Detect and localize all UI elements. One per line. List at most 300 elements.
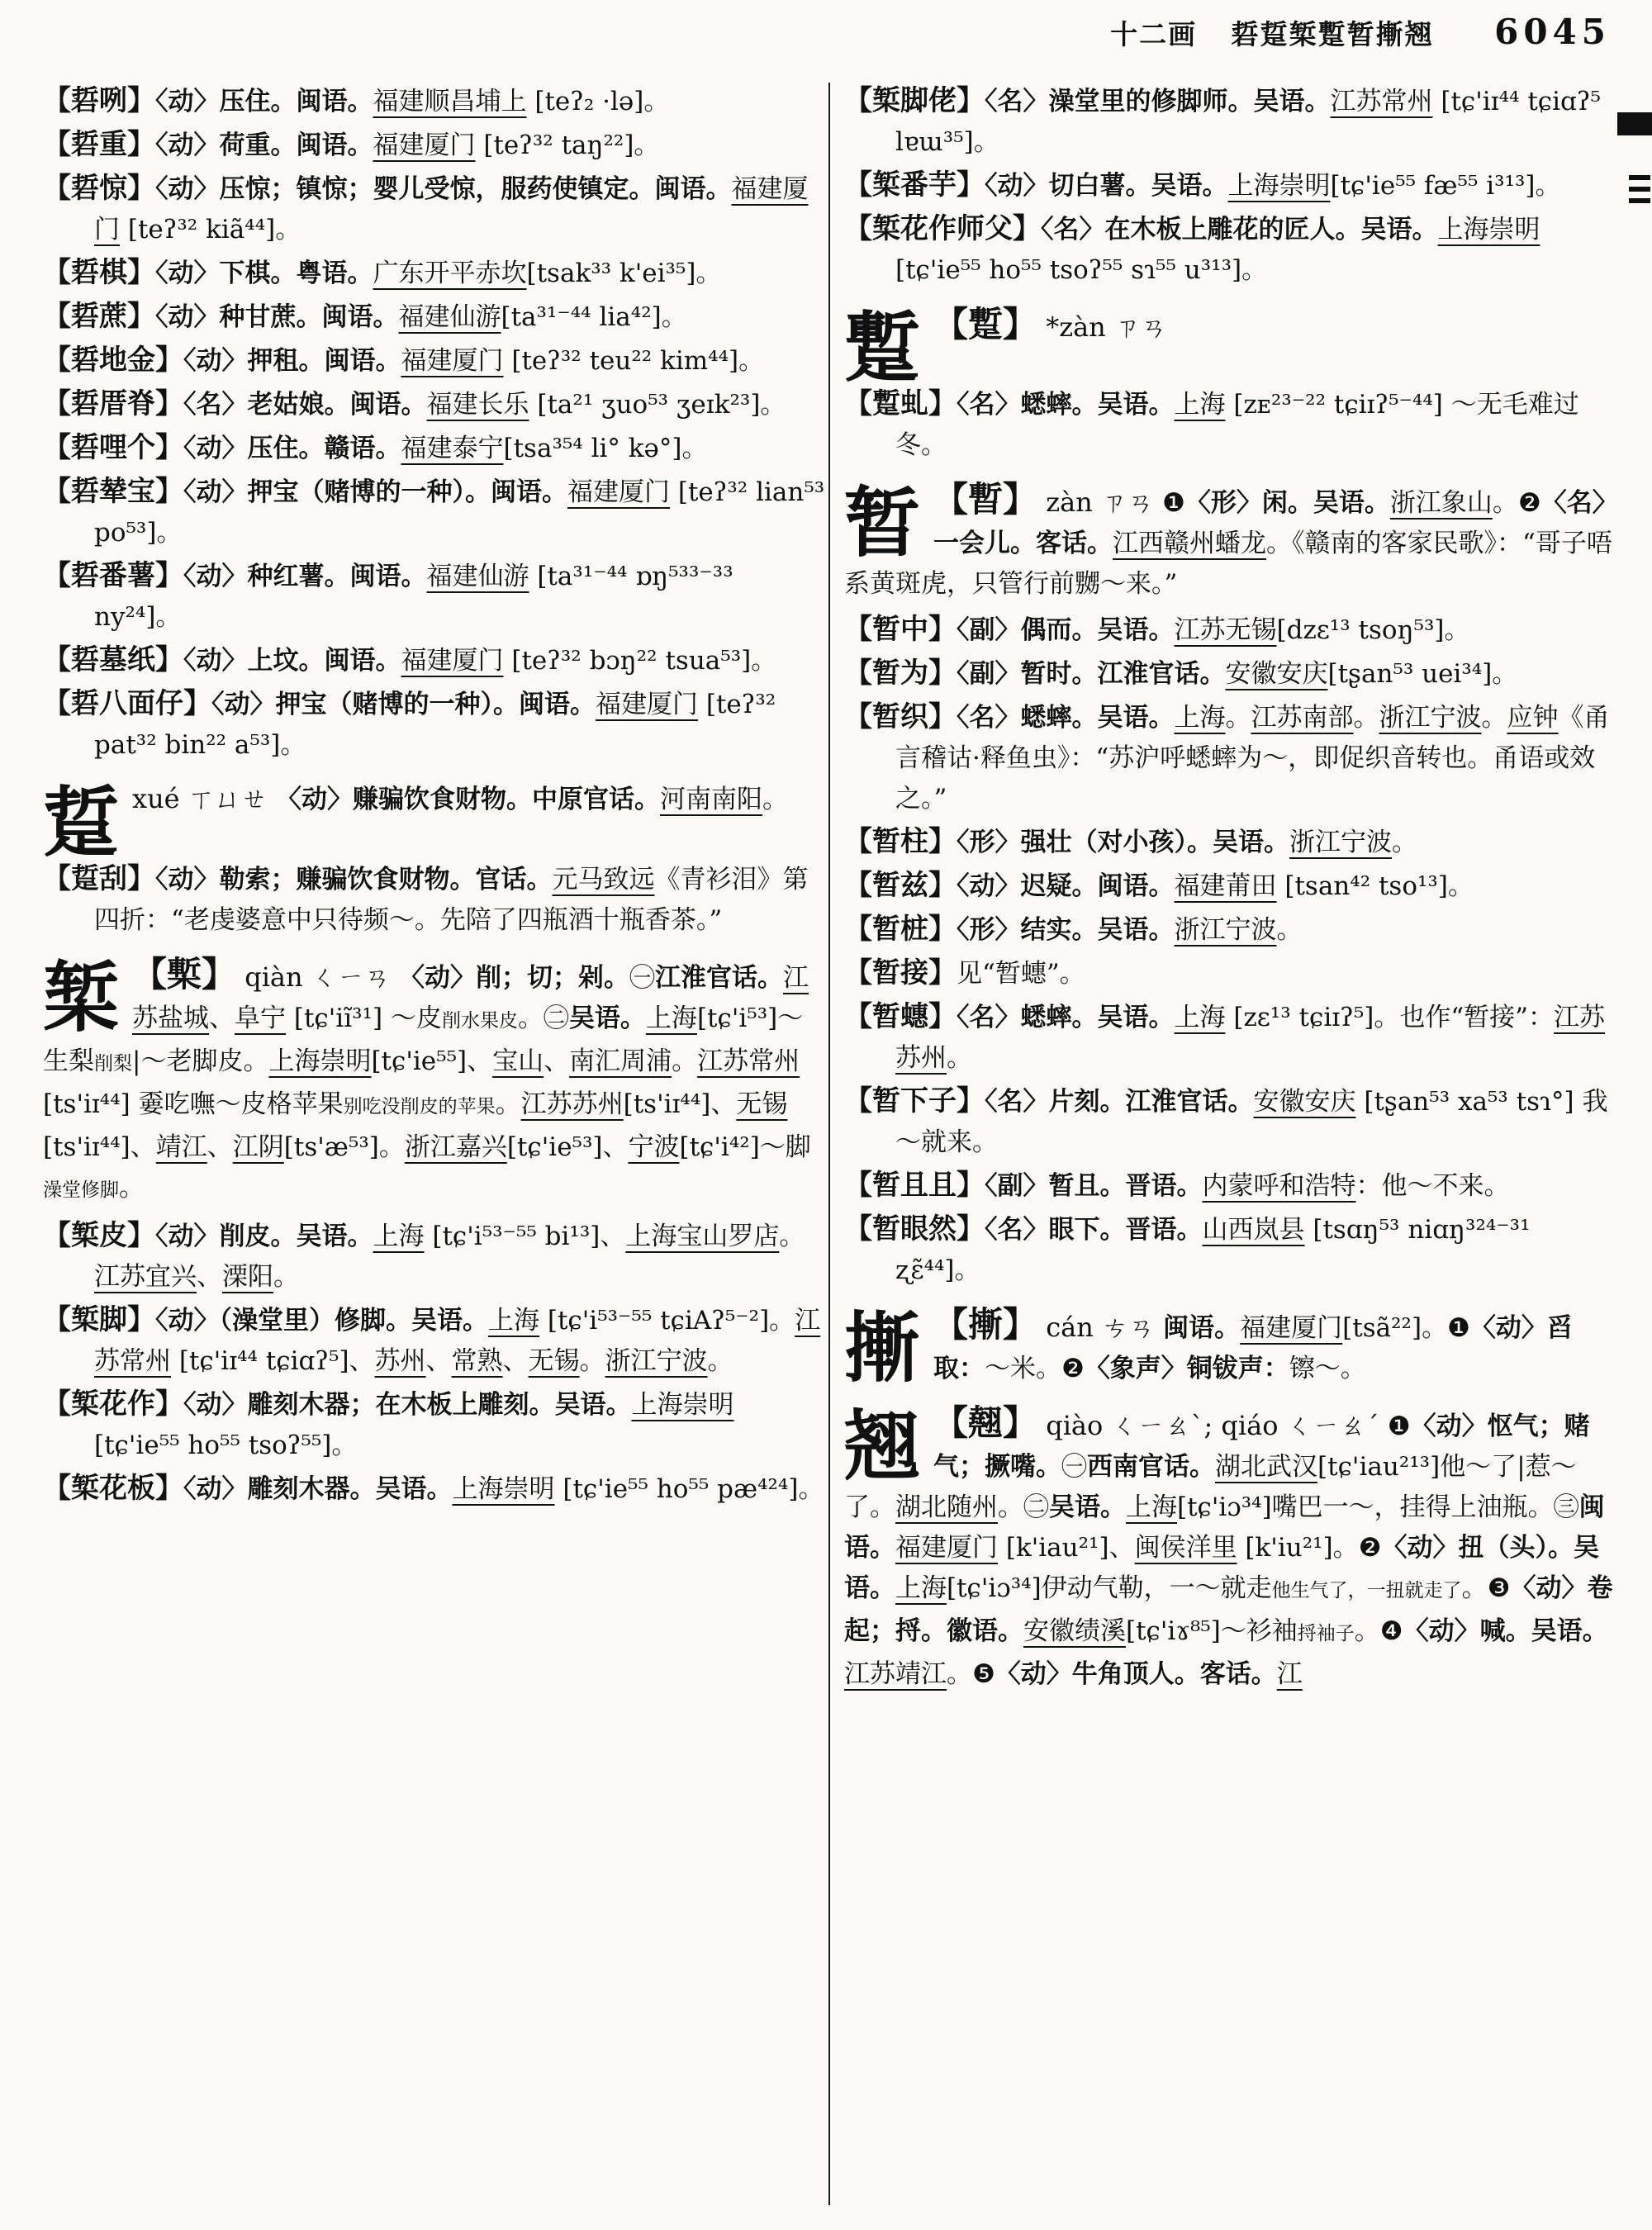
text-seg: 〈形〉闲。: [1184, 488, 1313, 519]
entry-head: 【椠番芋】: [844, 168, 985, 202]
text-seg: 江阴: [232, 1132, 284, 1163]
text-seg: 削梨: [94, 1053, 132, 1075]
text-seg: 〈动〉下棋。: [155, 259, 297, 288]
text-seg: 。❹: [1354, 1616, 1403, 1647]
entry-head: 【暂柱】: [844, 825, 957, 859]
text-seg: 〈动〉削；切；剁。: [398, 963, 629, 994]
header-radical-chars: 硩踅椠蹔暂摲翘: [1231, 18, 1434, 50]
text-seg: [tɕ'i⁵³⁻⁵⁵ tɕiAʔ⁵⁻²]。: [539, 1306, 795, 1336]
text-seg: 苏州: [374, 1346, 426, 1377]
text-seg: 、: [544, 1046, 570, 1077]
text-seg: 吴语。: [1097, 390, 1175, 420]
text-seg: 晋语。: [1125, 1215, 1203, 1245]
text-seg: 浙江宁波: [1289, 828, 1392, 858]
text-seg: 靖江: [155, 1132, 207, 1163]
text-seg: 安徽绩溪: [1023, 1616, 1126, 1647]
text-seg: [tɕ'iĩ³¹] ～皮: [286, 1004, 442, 1034]
text-seg: 福建仙游: [426, 562, 529, 591]
text-seg: [teʔ³² taŋ²²]。: [475, 130, 660, 160]
text-seg: 福建厦门: [373, 130, 476, 160]
text-seg: 吴语。: [554, 1390, 632, 1421]
text-seg: 应钟: [1507, 703, 1559, 733]
text-seg: 。: [119, 1173, 145, 1203]
page-number: 6045: [1494, 12, 1611, 52]
column-left: [43, 78, 826, 1512]
text-seg: 客话。: [1036, 529, 1113, 559]
text-seg: [tɕ'i⁵³]～生梨: [43, 1004, 804, 1077]
headword-block: [844, 1303, 1622, 1393]
text-seg: 。㊁: [517, 1004, 569, 1034]
text-seg: 〈名〉蟋蟀。: [957, 703, 1098, 733]
text-seg: 吴语。: [1049, 1492, 1126, 1523]
text-seg: [ts'æ⁵³]。: [283, 1132, 405, 1163]
dictionary-entry: [43, 1216, 826, 1298]
headword-block: [844, 1402, 1622, 1695]
text-seg: 常熟: [451, 1346, 503, 1377]
entry-head: 【椠花作师父】: [844, 212, 1041, 245]
section-label: 十二画: [1110, 18, 1198, 50]
text-seg: [tʂan⁵³ uei³⁴]。: [1327, 659, 1518, 690]
dictionary-entry: [844, 610, 1622, 651]
text-seg: 。: [672, 1046, 698, 1077]
entry-head: 【蹔虬】: [844, 387, 957, 421]
text-seg: 湖北武汉: [1215, 1452, 1318, 1483]
text-seg: 〈动〉卷起；捋。: [844, 1573, 1613, 1647]
entry-head: 【硩辇宝】: [43, 475, 183, 508]
headword-block: [43, 778, 826, 867]
text-seg: 徽语。: [947, 1616, 1023, 1647]
text-seg: 江苏常州: [1330, 87, 1433, 116]
text-seg: 吴语。: [375, 1474, 453, 1505]
text-seg: 别吃没削皮的苹果: [343, 1096, 496, 1118]
text-seg: 〈动〉扭（头）。: [1381, 1533, 1574, 1563]
dictionary-entry: [844, 165, 1622, 206]
text-seg: 江淮官话。: [1125, 1087, 1254, 1117]
text-seg: 吴语。: [844, 1533, 1599, 1604]
headword-char: 踅: [43, 778, 120, 867]
entry-head: 【硩棋】: [43, 256, 155, 289]
text-seg: 阜宁: [235, 1004, 287, 1034]
text-seg: [tsak³³ k'ei³⁵]。: [526, 259, 722, 288]
text-seg: 。《赣南的客家民歌》：“哥子唔系黄斑虎，只管行前嬲～来。”: [844, 529, 1612, 600]
headword-pronunciation: qiàn ㄑㄧㄢ: [236, 961, 399, 994]
dictionary-entry: [43, 297, 826, 338]
text-seg: [k'iu²¹]。❷: [1237, 1533, 1382, 1563]
text-seg: 〈名〉蟋蟀。: [957, 1003, 1098, 1033]
dictionary-entry: [43, 640, 826, 681]
text-seg: 无锡: [528, 1346, 580, 1377]
text-seg: |～老脚皮。: [132, 1046, 269, 1077]
dictionary-entry: [43, 384, 826, 425]
dictionary-entry: [43, 81, 826, 122]
text-seg: 见“暂蟪”。: [957, 959, 1085, 989]
entry-head: 【硩咧】: [43, 84, 155, 117]
text-seg: 中原官话。: [531, 785, 660, 814]
text-seg: 。: [1353, 703, 1379, 733]
entry-head: 【暂下子】: [844, 1084, 985, 1118]
text-seg: 〈形〉强壮（对小孩）。: [957, 828, 1213, 858]
entry-head: 【暂为】: [844, 657, 957, 690]
text-seg: 吴语。: [1213, 828, 1289, 858]
text-seg: [dzɛ¹³ tsoŋ⁵³]。: [1276, 615, 1470, 646]
text-seg: 闽语。: [349, 562, 427, 591]
text-seg: 吴语。: [1097, 615, 1175, 646]
text-seg: 福建厦门: [94, 174, 809, 244]
entry-head: 【暂织】: [844, 700, 957, 734]
headword-char: 椠: [43, 953, 120, 1043]
text-seg: 上海崇明: [268, 1046, 372, 1077]
entry-head: 【暂眼然】: [844, 1212, 985, 1246]
text-seg: 元马致远: [552, 865, 655, 895]
text-seg: [tɕ'ie⁵⁵ fæ⁵⁵ i³¹³]。: [1330, 171, 1561, 201]
text-seg: 闽语。: [324, 346, 401, 376]
text-seg: 无锡: [736, 1089, 788, 1120]
text-seg: [tsa³⁵⁴ li° kə°]。: [503, 434, 708, 463]
entry-head: 【硩哩个】: [43, 431, 183, 464]
text-seg: 安徽安庆: [1225, 659, 1328, 690]
text-seg: 〈动〉勒索；赚骗饮食财物。: [155, 865, 476, 895]
dictionary-entry: [844, 822, 1622, 863]
text-seg: 上海: [373, 1222, 425, 1252]
text-seg: 、: [206, 1132, 233, 1163]
headword-pronunciation: *zàn ㄗㄢ: [1037, 311, 1167, 343]
entry-head: 【暂中】: [844, 613, 957, 647]
text-seg: 江淮官话。: [654, 963, 783, 994]
text-seg: 〈动〉怄气；赌气；撅嘴。: [933, 1412, 1590, 1483]
text-seg: 澡堂修脚: [43, 1179, 119, 1202]
text-seg: 〈象声〉铜钹声：: [1084, 1354, 1289, 1384]
dictionary-entry: [43, 472, 826, 553]
text-seg: 闽语。: [349, 390, 427, 420]
text-seg: [tɕ'iɪ⁴⁴ tɕiɑʔ⁵ lɐɯ³⁵]。: [895, 87, 1601, 157]
text-seg: 、: [209, 1004, 235, 1034]
text-seg: 江苏苏州: [895, 1003, 1606, 1074]
text-seg: 浙江宁波: [1174, 915, 1277, 946]
text-seg: 。: [1481, 703, 1507, 733]
text-seg: [tɕ'iɔ³⁴]嘴巴一～，挂得上油瓶。㊂: [1177, 1492, 1579, 1523]
text-seg: 闽语。: [296, 130, 373, 160]
entry-head: 【硩地金】: [43, 344, 183, 377]
text-seg: 〈动〉押宝（赌博的一种）。: [183, 477, 491, 507]
text-seg: 〈副〉暂且。: [985, 1171, 1126, 1202]
entry-head: 【椠脚佬】: [844, 84, 985, 117]
entry-head: 【硩厝脊】: [43, 387, 183, 420]
text-seg: 闽语。: [844, 1492, 1605, 1563]
text-seg: 浙江象山: [1389, 488, 1493, 519]
text-seg: 〈动〉压住。: [183, 434, 325, 463]
text-seg: 〈名〉眼下。: [985, 1215, 1126, 1245]
entry-head: 【暂桩】: [844, 913, 957, 947]
text-seg: 南汇周浦: [569, 1046, 672, 1077]
text-seg: 。: [1276, 915, 1303, 946]
text-seg: [tɕ'iɪ⁴⁴ tɕiɑʔ⁵]、: [171, 1346, 375, 1377]
text-seg: [tɕ'iau²¹³]他～了|惹～了。: [844, 1452, 1577, 1523]
text-seg: [tsã²²]。❶: [1342, 1313, 1470, 1344]
text-seg: 上海宝山罗店: [625, 1222, 780, 1252]
text-seg: 。: [779, 1222, 805, 1252]
dictionary-entry: [43, 859, 826, 941]
text-seg: [teʔ³² lian⁵³ po⁵³]。: [94, 477, 825, 548]
text-seg: 上海崇明: [1437, 215, 1540, 244]
text-seg: 江苏常州: [94, 1306, 821, 1377]
entry-head: 【暂接】: [844, 956, 957, 990]
text-seg: [teʔ³² pat³² bin²² a⁵³]。: [94, 690, 776, 760]
dictionary-entry: [844, 997, 1622, 1079]
text-seg: 〈动〉压惊；镇惊；婴儿受惊，服药使镇定。: [155, 174, 655, 204]
headword-pronunciation: xué ㄒㄩㄝ: [132, 783, 276, 814]
text-seg: 客话。: [1199, 1659, 1277, 1690]
text-seg: [zᴇ²³⁻²² tɕiɪʔ⁵⁻⁴⁴] ～无毛难过冬。: [895, 390, 1579, 461]
headword-char: 摲: [844, 1303, 921, 1393]
text-seg: 。: [1392, 828, 1417, 858]
text-seg: 镲～。: [1289, 1354, 1366, 1384]
text-seg: 削水果皮: [441, 1010, 518, 1032]
text-seg: 江苏苏州: [520, 1089, 624, 1120]
headword-pronunciation: cán ㄘㄢ: [1037, 1312, 1164, 1344]
text-seg: 湖北随州: [895, 1492, 998, 1523]
text-seg: [tɕ'i⁵³⁻⁵⁵ bi¹³]、: [424, 1222, 626, 1252]
text-seg: 江苏靖江: [844, 1659, 947, 1690]
text-seg: [tɕ'ie⁵⁵]、: [371, 1046, 493, 1077]
text-seg: 〈动〉削皮。: [155, 1222, 297, 1252]
text-seg: 〈动〉雕刻木器。: [183, 1474, 376, 1505]
ink-smudge: [1629, 175, 1650, 208]
text-seg: [tɕ'i⁴²]～脚: [679, 1132, 811, 1163]
text-seg: ❶: [1387, 1412, 1411, 1442]
entry-head: 【硩番薯】: [43, 559, 183, 592]
text-seg: [tɕ'ie⁵⁵ ho⁵⁵ pæ⁴²⁴]。: [554, 1474, 824, 1505]
text-seg: 〈动〉赚骗饮食财物。: [275, 785, 532, 814]
entry-head: 【硩墓纸】: [43, 643, 183, 676]
headword-traditional: 【槧】: [132, 954, 237, 995]
text-seg: 福建厦门: [401, 646, 504, 676]
text-seg: [tɕ'ie⁵⁵ ho⁵⁵ tsoʔ⁵⁵]。: [94, 1431, 358, 1461]
text-seg: ：他～不来。: [1355, 1171, 1510, 1202]
text-seg: 闽语。: [324, 646, 401, 676]
entry-head: 【椠花作】: [43, 1388, 183, 1421]
text-seg: [tsɑŋ⁵³ niɑŋ³²⁴⁻³¹ ʐɛ̃⁴⁴]。: [895, 1215, 1531, 1286]
text-seg: 福建厦门: [895, 1533, 998, 1563]
text-seg: 浙江嘉兴: [404, 1132, 507, 1163]
dictionary-entry: [844, 209, 1622, 291]
headword-char: 暂: [844, 478, 921, 568]
headword-traditional: 【蹔】: [933, 304, 1038, 344]
text-seg: 〈名〉一会儿。: [933, 488, 1618, 559]
text-seg: 〈形〉结实。: [957, 915, 1098, 946]
dictionary-entry: [844, 1081, 1622, 1163]
entry-head: 【暂兹】: [844, 869, 957, 903]
text-seg: 〈副〉偶而。: [957, 615, 1098, 646]
dictionary-entry: [43, 1468, 826, 1510]
text-seg: 上海崇明: [1227, 171, 1331, 201]
dictionary-entry: [844, 1209, 1622, 1291]
text-seg: 福建顺昌埔上: [373, 87, 527, 116]
text-seg: [ta³¹⁻⁴⁴ lia⁴²]。: [501, 302, 687, 332]
text-seg: 。: [579, 1346, 605, 1377]
text-seg: 上海: [895, 1573, 947, 1604]
text-seg: [teʔ³² kiã⁴⁴]。: [120, 215, 301, 244]
text-seg: 福建长乐: [426, 390, 529, 420]
text-seg: [tɕ'ie⁵⁵ ho⁵⁵ tsoʔ⁵⁵ sɿ⁵⁵ u³¹³]。: [895, 255, 1268, 285]
text-seg: 吴语。: [568, 1004, 646, 1034]
text-seg: 〈动〉种红薯。: [183, 562, 350, 591]
text-seg: 〈动〉牛角顶人。: [995, 1659, 1200, 1690]
text-seg: 上海崇明: [452, 1474, 555, 1505]
entry-head: 【椠脚】: [43, 1303, 155, 1337]
text-seg: 闽语。: [296, 87, 373, 116]
text-seg: 《甬言稽诂·释鱼虫》：“苏沪呼蟋蟀为～，即促织音转也。甬语或效之。”: [895, 703, 1610, 814]
text-seg: 。: [273, 1262, 299, 1293]
text-seg: 。❷: [1492, 488, 1541, 519]
text-seg: 。: [947, 1043, 972, 1074]
text-seg: 闽语。: [654, 174, 732, 204]
text-seg: 浙江宁波: [1379, 703, 1482, 733]
text-seg: [tɕ'iɤ⁸⁵]～衫袖: [1126, 1616, 1298, 1647]
text-seg: 〈动〉种甘蔗。: [155, 302, 322, 332]
text-seg: [tɕ'iɔ³⁴]伊动气勒，一～就走: [947, 1573, 1272, 1604]
text-seg: 河南南阳: [659, 785, 762, 814]
text-seg: 赣语。: [324, 434, 401, 463]
text-seg: [ts'iɪ⁴⁴] 嫑吃嘸～皮格苹果: [43, 1089, 344, 1120]
dictionary-entry: [844, 81, 1622, 163]
text-seg: 〈动〉荷重。: [155, 130, 297, 160]
dictionary-entry: [844, 1165, 1622, 1207]
text-seg: 他生气了，一扭就走了: [1271, 1580, 1462, 1602]
text-seg: 福建莆田: [1174, 871, 1277, 902]
text-seg: 江苏无锡: [1174, 615, 1277, 646]
text-seg: 闽语。: [1163, 1313, 1241, 1344]
text-seg: 上海崇明: [631, 1390, 734, 1421]
text-seg: 溧阳: [222, 1262, 273, 1293]
dictionary-entry: [43, 684, 826, 766]
text-seg: 上海: [1174, 1003, 1226, 1033]
dictionary-entry: [844, 866, 1622, 907]
headword-traditional: 【暫】: [933, 479, 1038, 520]
text-seg: 〈动〉舀取：: [933, 1313, 1573, 1384]
column-divider: [828, 83, 830, 2205]
text-seg: 吴语。: [1097, 1003, 1175, 1033]
text-seg: 宁波: [628, 1132, 680, 1163]
text-seg: 〈动〉切白薯。: [985, 171, 1151, 201]
text-seg: [zɛ¹³ tɕiɪʔ⁵]。也作“暂接”：: [1225, 1003, 1555, 1033]
text-seg: 〈动〉压住。: [155, 87, 297, 116]
text-seg: 浙江宁波: [605, 1346, 708, 1377]
text-seg: 官话。: [475, 865, 553, 895]
text-seg: 上海: [1126, 1492, 1177, 1523]
dictionary-entry: [43, 428, 826, 469]
text-seg: [ts'iɪ⁴⁴]、: [43, 1132, 156, 1163]
text-seg: [teʔ³² bɔŋ²² tsua⁵³]。: [503, 646, 777, 676]
text-seg: 〈副〉暂时。: [957, 659, 1098, 690]
text-seg: 〈名〉在木板上雕花的匠人。: [1041, 215, 1361, 244]
headword-pronunciation: zàn ㄗㄢ: [1037, 486, 1163, 519]
text-seg: 〈动〉喊。: [1403, 1616, 1531, 1647]
dictionary-entry: [844, 909, 1622, 951]
text-seg: 〈名〉澡堂里的修脚师。: [985, 87, 1254, 116]
entry-head: 【椠皮】: [43, 1219, 155, 1253]
text-seg: 江淮官话。: [1097, 659, 1226, 690]
text-seg: 吴语。: [1097, 703, 1175, 733]
text-seg: 广东开平赤坎: [373, 259, 527, 288]
text-seg: 吴语。: [411, 1306, 488, 1336]
text-seg: 吴语。: [1313, 488, 1390, 519]
text-seg: [ta³¹⁻⁴⁴ ɒŋ⁵³³⁻³³ ny²⁴]。: [94, 562, 733, 632]
text-seg: 。❺: [947, 1659, 995, 1690]
dictionary-entry: [43, 253, 826, 294]
column-right: [844, 78, 1622, 1700]
text-seg: 。: [762, 785, 788, 814]
text-seg: 江苏南部: [1251, 703, 1354, 733]
text-seg: 山西岚县: [1202, 1215, 1305, 1245]
dictionary-entry: [844, 653, 1622, 695]
page-header: [0, 12, 1611, 55]
text-seg: ～米。❷: [985, 1354, 1085, 1384]
text-seg: 福建厦门: [1240, 1313, 1343, 1344]
text-seg: [teʔ³² teu²² kim⁴⁴]。: [503, 346, 765, 376]
text-seg: 〈动〉押租。: [183, 346, 325, 376]
text-seg: 闽语。: [1097, 871, 1175, 902]
dictionary-entry: [844, 697, 1622, 819]
entry-head: 【椠花板】: [43, 1472, 183, 1506]
text-seg: 上海: [1174, 390, 1226, 420]
headword-block: [844, 303, 1622, 392]
text-seg: 江西赣州蟠龙: [1113, 529, 1267, 559]
text-seg: 〈名〉片刻。: [985, 1087, 1126, 1117]
text-seg: ㊀: [1061, 1452, 1088, 1483]
text-seg: [tɕ'ie⁵³]、: [506, 1132, 629, 1163]
text-seg: ❶: [1162, 488, 1185, 519]
text-seg: 上海: [488, 1306, 539, 1336]
text-seg: 闽侯洋里: [1134, 1533, 1237, 1563]
text-seg: 。: [707, 1346, 733, 1377]
text-seg: 《青衫泪》第四折：“老虔婆意中只待频～。先陪了四瓶酒十瓶香茶。”: [94, 865, 809, 936]
text-seg: 捋袖子: [1297, 1623, 1355, 1645]
text-seg: 上海: [1174, 703, 1226, 733]
dictionary-entry: [844, 953, 1622, 994]
text-seg: 、: [425, 1346, 452, 1377]
headword-block: [844, 479, 1622, 605]
text-seg: 吴语。: [296, 1222, 373, 1252]
text-seg: 福建泰宁: [401, 434, 504, 463]
text-seg: 闽语。: [519, 690, 596, 719]
dictionary-entry: [43, 340, 826, 382]
headword-char: 翘: [844, 1402, 921, 1492]
dictionary-entry: [844, 384, 1622, 466]
text-seg: 吴语。: [1253, 87, 1331, 116]
text-seg: 江苏宜兴: [94, 1262, 197, 1293]
text-seg: 〈动〉迟疑。: [957, 871, 1098, 902]
text-seg: 福建厦门: [401, 346, 504, 376]
text-seg: 福建厦门: [596, 690, 698, 719]
text-seg: 吴语。: [1531, 1616, 1608, 1647]
text-seg: 江苏常州: [697, 1046, 800, 1077]
dictionary-entry: [43, 556, 826, 638]
text-seg: 〈动〉（澡堂里）修脚。: [155, 1306, 411, 1336]
text-seg: 粤语。: [296, 259, 373, 288]
entry-head: 【暂蟪】: [844, 1000, 957, 1034]
text-seg: 福建仙游: [398, 302, 501, 332]
text-seg: 内蒙呼和浩特: [1202, 1171, 1356, 1202]
text-seg: [ts'iɪ⁴⁴]、: [623, 1089, 737, 1120]
dictionary-entry: [43, 1300, 826, 1382]
text-seg: 、: [197, 1262, 222, 1293]
text-seg: 〈动〉上坟。: [183, 646, 325, 676]
text-seg: 闽语。: [321, 302, 399, 332]
text-seg: 西南官话。: [1087, 1452, 1216, 1483]
text-seg: 。: [495, 1089, 521, 1120]
text-seg: 。❸: [1461, 1573, 1511, 1604]
text-seg: 晋语。: [1125, 1171, 1203, 1202]
